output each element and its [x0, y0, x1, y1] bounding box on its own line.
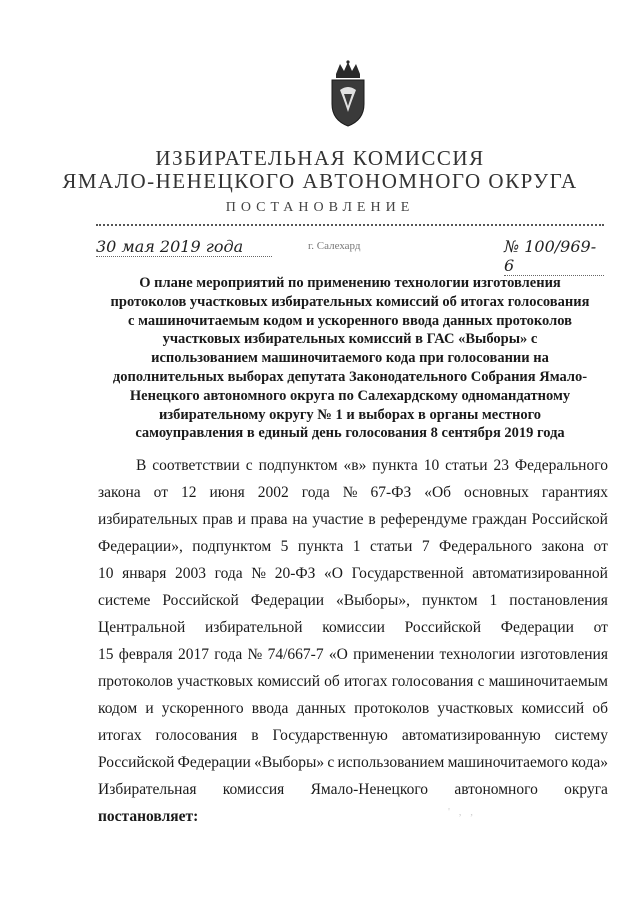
body-word: применении: [353, 646, 435, 663]
body-word: автоматизированной: [472, 565, 608, 582]
body-word: Федерации: [177, 754, 251, 771]
body-word: 2002: [257, 484, 289, 501]
body-line: [98, 695, 608, 722]
body-word: соответствии: [152, 457, 240, 474]
body-line: [98, 560, 608, 587]
decree-word: постановляет:: [98, 808, 199, 825]
body-word: права: [250, 511, 288, 528]
body-word: 2017: [177, 646, 209, 663]
body-word: 2003: [175, 565, 207, 582]
body-word: участковых: [177, 673, 254, 690]
body-word: Федерального: [514, 457, 608, 474]
body-word: технологии: [439, 646, 515, 663]
body-word: закона: [541, 538, 585, 555]
body-word: пунктом: [422, 592, 478, 609]
body-word: граждан: [472, 511, 527, 528]
body-word: кодом: [98, 700, 138, 717]
header-divider: [96, 224, 604, 226]
body-word: №: [247, 646, 263, 663]
body-line: [98, 587, 608, 614]
body-word: 23: [493, 457, 509, 474]
body-word: комиссии: [322, 619, 385, 636]
title-line: с машиночитаемым кодом и ускоренного ввода данных протоколов: [128, 312, 572, 329]
body-word: систему: [554, 727, 608, 744]
body-word: №: [342, 484, 358, 501]
body-word: Избирательная: [98, 781, 197, 798]
body-line: [98, 479, 608, 506]
body-word: Федерации: [250, 592, 325, 609]
body-word: об: [324, 673, 340, 690]
body-word: «Об: [424, 484, 452, 501]
body-word: протоколов: [354, 700, 430, 717]
title-line: О плане мероприятий по применению технологии изготовления: [139, 275, 561, 291]
body-word: участковых: [437, 700, 514, 717]
body-word: от: [593, 538, 608, 555]
title-line: участковых избирательных комиссий в ГАС «Выборы» с: [162, 331, 538, 348]
body-word: закона: [98, 484, 141, 501]
body-word: комиссий: [257, 673, 321, 690]
document-title: [90, 274, 610, 443]
body-word: 74/667-7: [267, 646, 324, 663]
body-word: в: [368, 511, 376, 528]
body-word: участие: [312, 511, 364, 528]
body-word: 10: [98, 565, 114, 582]
title-line: Ненецкого автономного округа по Салехардскому одномандатному: [129, 387, 571, 404]
body-word: ускоренного: [161, 700, 244, 717]
body-word: января: [122, 565, 167, 582]
body-word: «в»: [343, 457, 367, 474]
body-word: пункта: [372, 457, 418, 474]
body-word: комиссий: [521, 700, 585, 717]
org-name-line2: ЯМАЛО-НЕНЕЦКОГО АВТОНОМНОГО ОКРУГА: [62, 169, 578, 193]
body-word: автономного: [454, 781, 538, 798]
body-word: года: [214, 565, 243, 582]
body-word: итогах: [343, 673, 388, 690]
document-number: № 100/969-6: [504, 237, 604, 276]
title-line: использованием машиночитаемого кода при голосовании на: [151, 350, 549, 367]
body-word: кода»: [571, 754, 608, 771]
body-word: Федерации: [500, 619, 574, 636]
body-word: с: [327, 754, 335, 771]
body-word: Российской: [404, 619, 482, 636]
body-word: статьи: [369, 538, 413, 555]
body-word: избирательных: [98, 511, 198, 528]
body-word: референдуме: [380, 511, 468, 528]
body-word: 1: [352, 538, 361, 555]
body-word: 1: [489, 592, 498, 609]
body-word: июня: [209, 484, 245, 501]
faint-mark: ' , ,: [448, 806, 476, 818]
body-line: [98, 533, 608, 560]
body-word: системе: [98, 592, 151, 609]
body-word: гарантиях: [541, 484, 608, 501]
body-word: избирательной: [204, 619, 303, 636]
body-word: и: [237, 511, 246, 528]
body-word: 10: [423, 457, 440, 474]
body-word: Российской: [162, 592, 239, 609]
body-word: года: [214, 646, 243, 663]
body-word: 5: [280, 538, 289, 555]
document-date: 30 мая 2019 года: [96, 237, 272, 257]
body-word: №: [251, 565, 267, 582]
body-word: комиссия: [222, 781, 285, 798]
body-word: об: [592, 700, 608, 717]
body-word: «Выборы»: [254, 754, 325, 771]
body-word: и: [145, 700, 154, 717]
body-word: подпунктом: [192, 538, 272, 555]
body-word: ввода: [251, 700, 289, 717]
body-word: постановления: [509, 592, 608, 609]
body-line: [98, 614, 608, 641]
title-line: самоуправления в единый день голосования 8 сентября 2019 года: [135, 425, 565, 442]
body-word: 12: [180, 484, 197, 501]
body-word: на: [292, 511, 308, 528]
body-word: 67-ФЗ: [370, 484, 412, 501]
body-word: машиночитаемым: [488, 673, 608, 690]
body-word: «О: [324, 565, 343, 582]
body-word: голосования: [155, 727, 238, 744]
body-word: итогах: [98, 727, 142, 744]
title-line: избирательному округу № 1 и выборах в органы местного: [158, 406, 542, 423]
body-word: округа: [564, 781, 608, 798]
body-word: «О: [328, 646, 348, 663]
title-line: дополнительных выборах депутата Законодательного Собрания Ямало-: [112, 368, 588, 385]
document-body: [98, 452, 608, 830]
body-word: основных: [464, 484, 529, 501]
body-word: февраля: [118, 646, 173, 663]
body-word: от: [593, 619, 608, 636]
body-line: [98, 641, 608, 668]
body-word: прав: [202, 511, 233, 528]
body-word: пункта: [297, 538, 344, 555]
title-line: протоколов участковых избирательных комиссий об итогах голосования: [110, 293, 590, 310]
body-word: данных: [296, 700, 347, 717]
body-word: протоколов: [98, 673, 174, 690]
body-line: [98, 722, 608, 749]
body-word: Федерации»,: [98, 538, 183, 555]
body-line: [98, 506, 608, 533]
body-word: года: [301, 484, 330, 501]
body-word: с: [477, 673, 485, 690]
body-word: 7: [421, 538, 430, 555]
body-word: Российской: [531, 511, 608, 528]
body-word: в: [251, 727, 259, 744]
body-line: [98, 776, 608, 803]
body-word: Российской: [98, 754, 175, 771]
org-name-line1: ИЗБИРАТЕЛЬНАЯ КОМИССИЯ: [155, 146, 485, 170]
body-word: Государственную: [272, 727, 388, 744]
body-word: «Выборы»,: [336, 592, 410, 609]
body-word: голосования: [391, 673, 474, 690]
body-word: машиночитаемого: [447, 754, 569, 771]
body-word: статьи: [445, 457, 488, 474]
body-word: Центральной: [98, 619, 186, 636]
body-line: [98, 749, 608, 776]
document-city: г. Салехард: [308, 240, 361, 252]
body-line: [98, 452, 608, 479]
body-word: 15: [98, 646, 114, 663]
body-word: автоматизированную: [401, 727, 541, 744]
body-word: Федерального: [439, 538, 533, 555]
body-word: Ямало-Ненецкого: [310, 781, 429, 798]
body-word: изготовления: [520, 646, 608, 663]
body-word: с: [245, 457, 253, 474]
body-word: использованием: [337, 754, 445, 771]
document-type: ПОСТАНОВЛЕНИЕ: [225, 200, 415, 215]
coat-of-arms-icon: [326, 60, 370, 130]
body-word: от: [153, 484, 168, 501]
body-word: Государственной: [351, 565, 464, 582]
body-word: подпунктом: [258, 457, 338, 474]
body-line: [98, 668, 608, 695]
body-word: 20-ФЗ: [274, 565, 316, 582]
body-word: В: [136, 457, 147, 474]
